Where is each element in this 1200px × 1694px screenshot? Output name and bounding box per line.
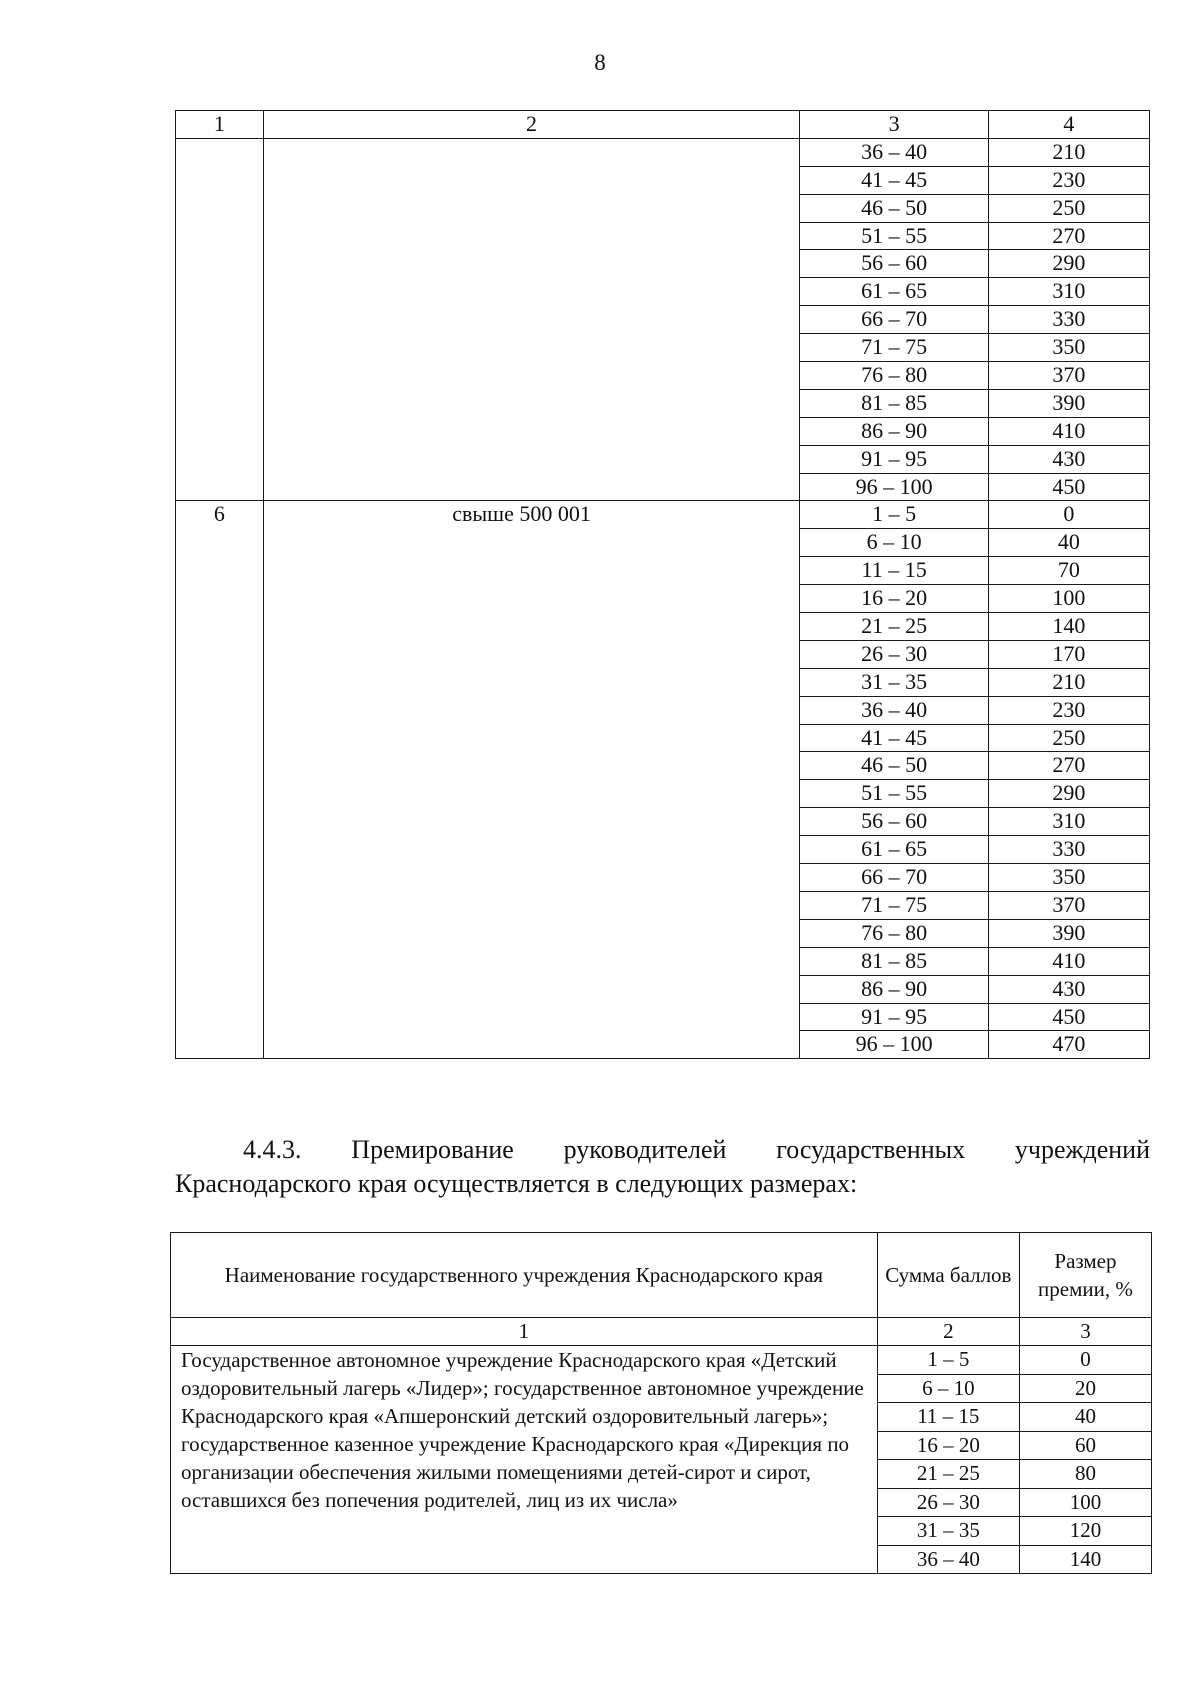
bonus-value: 140	[988, 613, 1149, 641]
score-range: 51 – 55	[800, 222, 988, 250]
score-range: 46 – 50	[800, 194, 988, 222]
bonus-value: 450	[988, 473, 1149, 501]
bonus-percent: 80	[1019, 1460, 1151, 1489]
score-range: 31 – 35	[877, 1517, 1019, 1546]
bonus-value: 430	[988, 445, 1149, 473]
score-range: 66 – 70	[800, 306, 988, 334]
bonus-value: 250	[988, 724, 1149, 752]
score-range: 26 – 30	[877, 1488, 1019, 1517]
score-range: 96 – 100	[800, 1031, 988, 1059]
score-range: 51 – 55	[800, 780, 988, 808]
bonus-percent: 40	[1019, 1403, 1151, 1432]
column-number-row	[176, 111, 1150, 139]
score-range: 21 – 25	[877, 1460, 1019, 1489]
bonus-value: 270	[988, 222, 1149, 250]
score-range: 16 – 20	[800, 585, 988, 613]
score-range: 1 – 5	[877, 1346, 1019, 1375]
bonus-percent: 140	[1019, 1545, 1151, 1574]
score-range: 81 – 85	[800, 389, 988, 417]
score-range: 41 – 45	[800, 166, 988, 194]
bonus-percent: 60	[1019, 1431, 1151, 1460]
column-number-row	[171, 1318, 1152, 1346]
score-range: 86 – 90	[800, 975, 988, 1003]
bonus-percent: 120	[1019, 1517, 1151, 1546]
score-range: 61 – 65	[800, 278, 988, 306]
bonus-value: 390	[988, 389, 1149, 417]
header-row	[171, 1233, 1152, 1318]
group-description	[263, 138, 800, 501]
bonus-value: 390	[988, 919, 1149, 947]
institutions-list: Государственное автономное учреждение Краснодарского края «Детский оздоровительный лагерь «Лидер»; государственное автономное учреждение Краснодарского края «Апшеронский детский оздоровительный лагерь»; государственное казенное учреждение Краснодарского края «Дирекция по организации обеспечения жилыми помещениями детей-сирот и сирот, оставшихся без попечения родителей, лиц из их числа»	[171, 1346, 878, 1574]
bonus-value: 100	[988, 585, 1149, 613]
header-bonus-size: Размер премии, %	[1019, 1233, 1151, 1318]
bonus-value: 450	[988, 1003, 1149, 1031]
score-range: 26 – 30	[800, 640, 988, 668]
score-range: 11 – 15	[800, 557, 988, 585]
bonus-value: 310	[988, 808, 1149, 836]
score-range: 6 – 10	[877, 1374, 1019, 1403]
bonus-value: 250	[988, 194, 1149, 222]
bonus-value: 290	[988, 250, 1149, 278]
score-range: 31 – 35	[800, 668, 988, 696]
column-number-3: 3	[1019, 1318, 1151, 1346]
bonus-value: 430	[988, 975, 1149, 1003]
column-number-2: 2	[263, 111, 800, 139]
manager-bonus-table	[170, 1232, 1152, 1574]
bonus-value: 310	[988, 278, 1149, 306]
table-row	[176, 138, 1150, 166]
group-description-text: свыше 500 001	[452, 501, 591, 527]
group-description	[263, 501, 800, 1059]
score-range: 76 – 80	[800, 919, 988, 947]
header-score-sum: Сумма баллов	[877, 1233, 1019, 1318]
paragraph-4-4-3: 4.4.3. Премирование руководителей государственных учреждений Краснодарского края осуществляется в следующих размерах:	[175, 1135, 1150, 1198]
table-row	[171, 1346, 1152, 1375]
score-range: 56 – 60	[800, 808, 988, 836]
score-range: 96 – 100	[800, 473, 988, 501]
bonus-value: 370	[988, 362, 1149, 390]
bonus-value: 210	[988, 668, 1149, 696]
bonus-value: 40	[988, 529, 1149, 557]
score-range: 81 – 85	[800, 947, 988, 975]
bonus-value: 290	[988, 780, 1149, 808]
column-number-1: 1	[171, 1318, 878, 1346]
bonus-value: 350	[988, 864, 1149, 892]
bonus-value: 210	[988, 138, 1149, 166]
score-range: 71 – 75	[800, 891, 988, 919]
bonus-percent: 100	[1019, 1488, 1151, 1517]
column-number-2: 2	[877, 1318, 1019, 1346]
score-range: 46 – 50	[800, 752, 988, 780]
bonus-percent: 0	[1019, 1346, 1151, 1375]
score-range: 11 – 15	[877, 1403, 1019, 1432]
score-range: 91 – 95	[800, 445, 988, 473]
column-number-3: 3	[800, 111, 988, 139]
bonus-value: 170	[988, 640, 1149, 668]
bonus-value: 470	[988, 1031, 1149, 1059]
score-range: 36 – 40	[800, 696, 988, 724]
bonus-scale-table-continued	[175, 110, 1150, 1059]
score-range: 66 – 70	[800, 864, 988, 892]
bonus-value: 410	[988, 947, 1149, 975]
score-range: 16 – 20	[877, 1431, 1019, 1460]
bonus-value: 230	[988, 166, 1149, 194]
score-range: 76 – 80	[800, 362, 988, 390]
score-range: 56 – 60	[800, 250, 988, 278]
page-number: 8	[594, 50, 606, 75]
column-number-1: 1	[176, 111, 264, 139]
bonus-value: 330	[988, 306, 1149, 334]
bonus-value: 230	[988, 696, 1149, 724]
score-range: 86 – 90	[800, 417, 988, 445]
bonus-value: 330	[988, 836, 1149, 864]
score-range: 61 – 65	[800, 836, 988, 864]
score-range: 36 – 40	[800, 138, 988, 166]
bonus-value: 70	[988, 557, 1149, 585]
group-number: 6	[176, 501, 264, 1059]
header-institution-name: Наименование государственного учреждения Краснодарского края	[171, 1233, 878, 1318]
score-range: 36 – 40	[877, 1545, 1019, 1574]
score-range: 1 – 5	[800, 501, 988, 529]
bonus-value: 350	[988, 334, 1149, 362]
bonus-value: 0	[988, 501, 1149, 529]
bonus-percent: 20	[1019, 1374, 1151, 1403]
column-number-4: 4	[988, 111, 1149, 139]
group-number	[176, 138, 264, 501]
score-range: 41 – 45	[800, 724, 988, 752]
bonus-value: 270	[988, 752, 1149, 780]
score-range: 6 – 10	[800, 529, 988, 557]
bonus-value: 370	[988, 891, 1149, 919]
score-range: 21 – 25	[800, 613, 988, 641]
score-range: 71 – 75	[800, 334, 988, 362]
score-range: 91 – 95	[800, 1003, 988, 1031]
table-row	[176, 501, 1150, 529]
bonus-value: 410	[988, 417, 1149, 445]
